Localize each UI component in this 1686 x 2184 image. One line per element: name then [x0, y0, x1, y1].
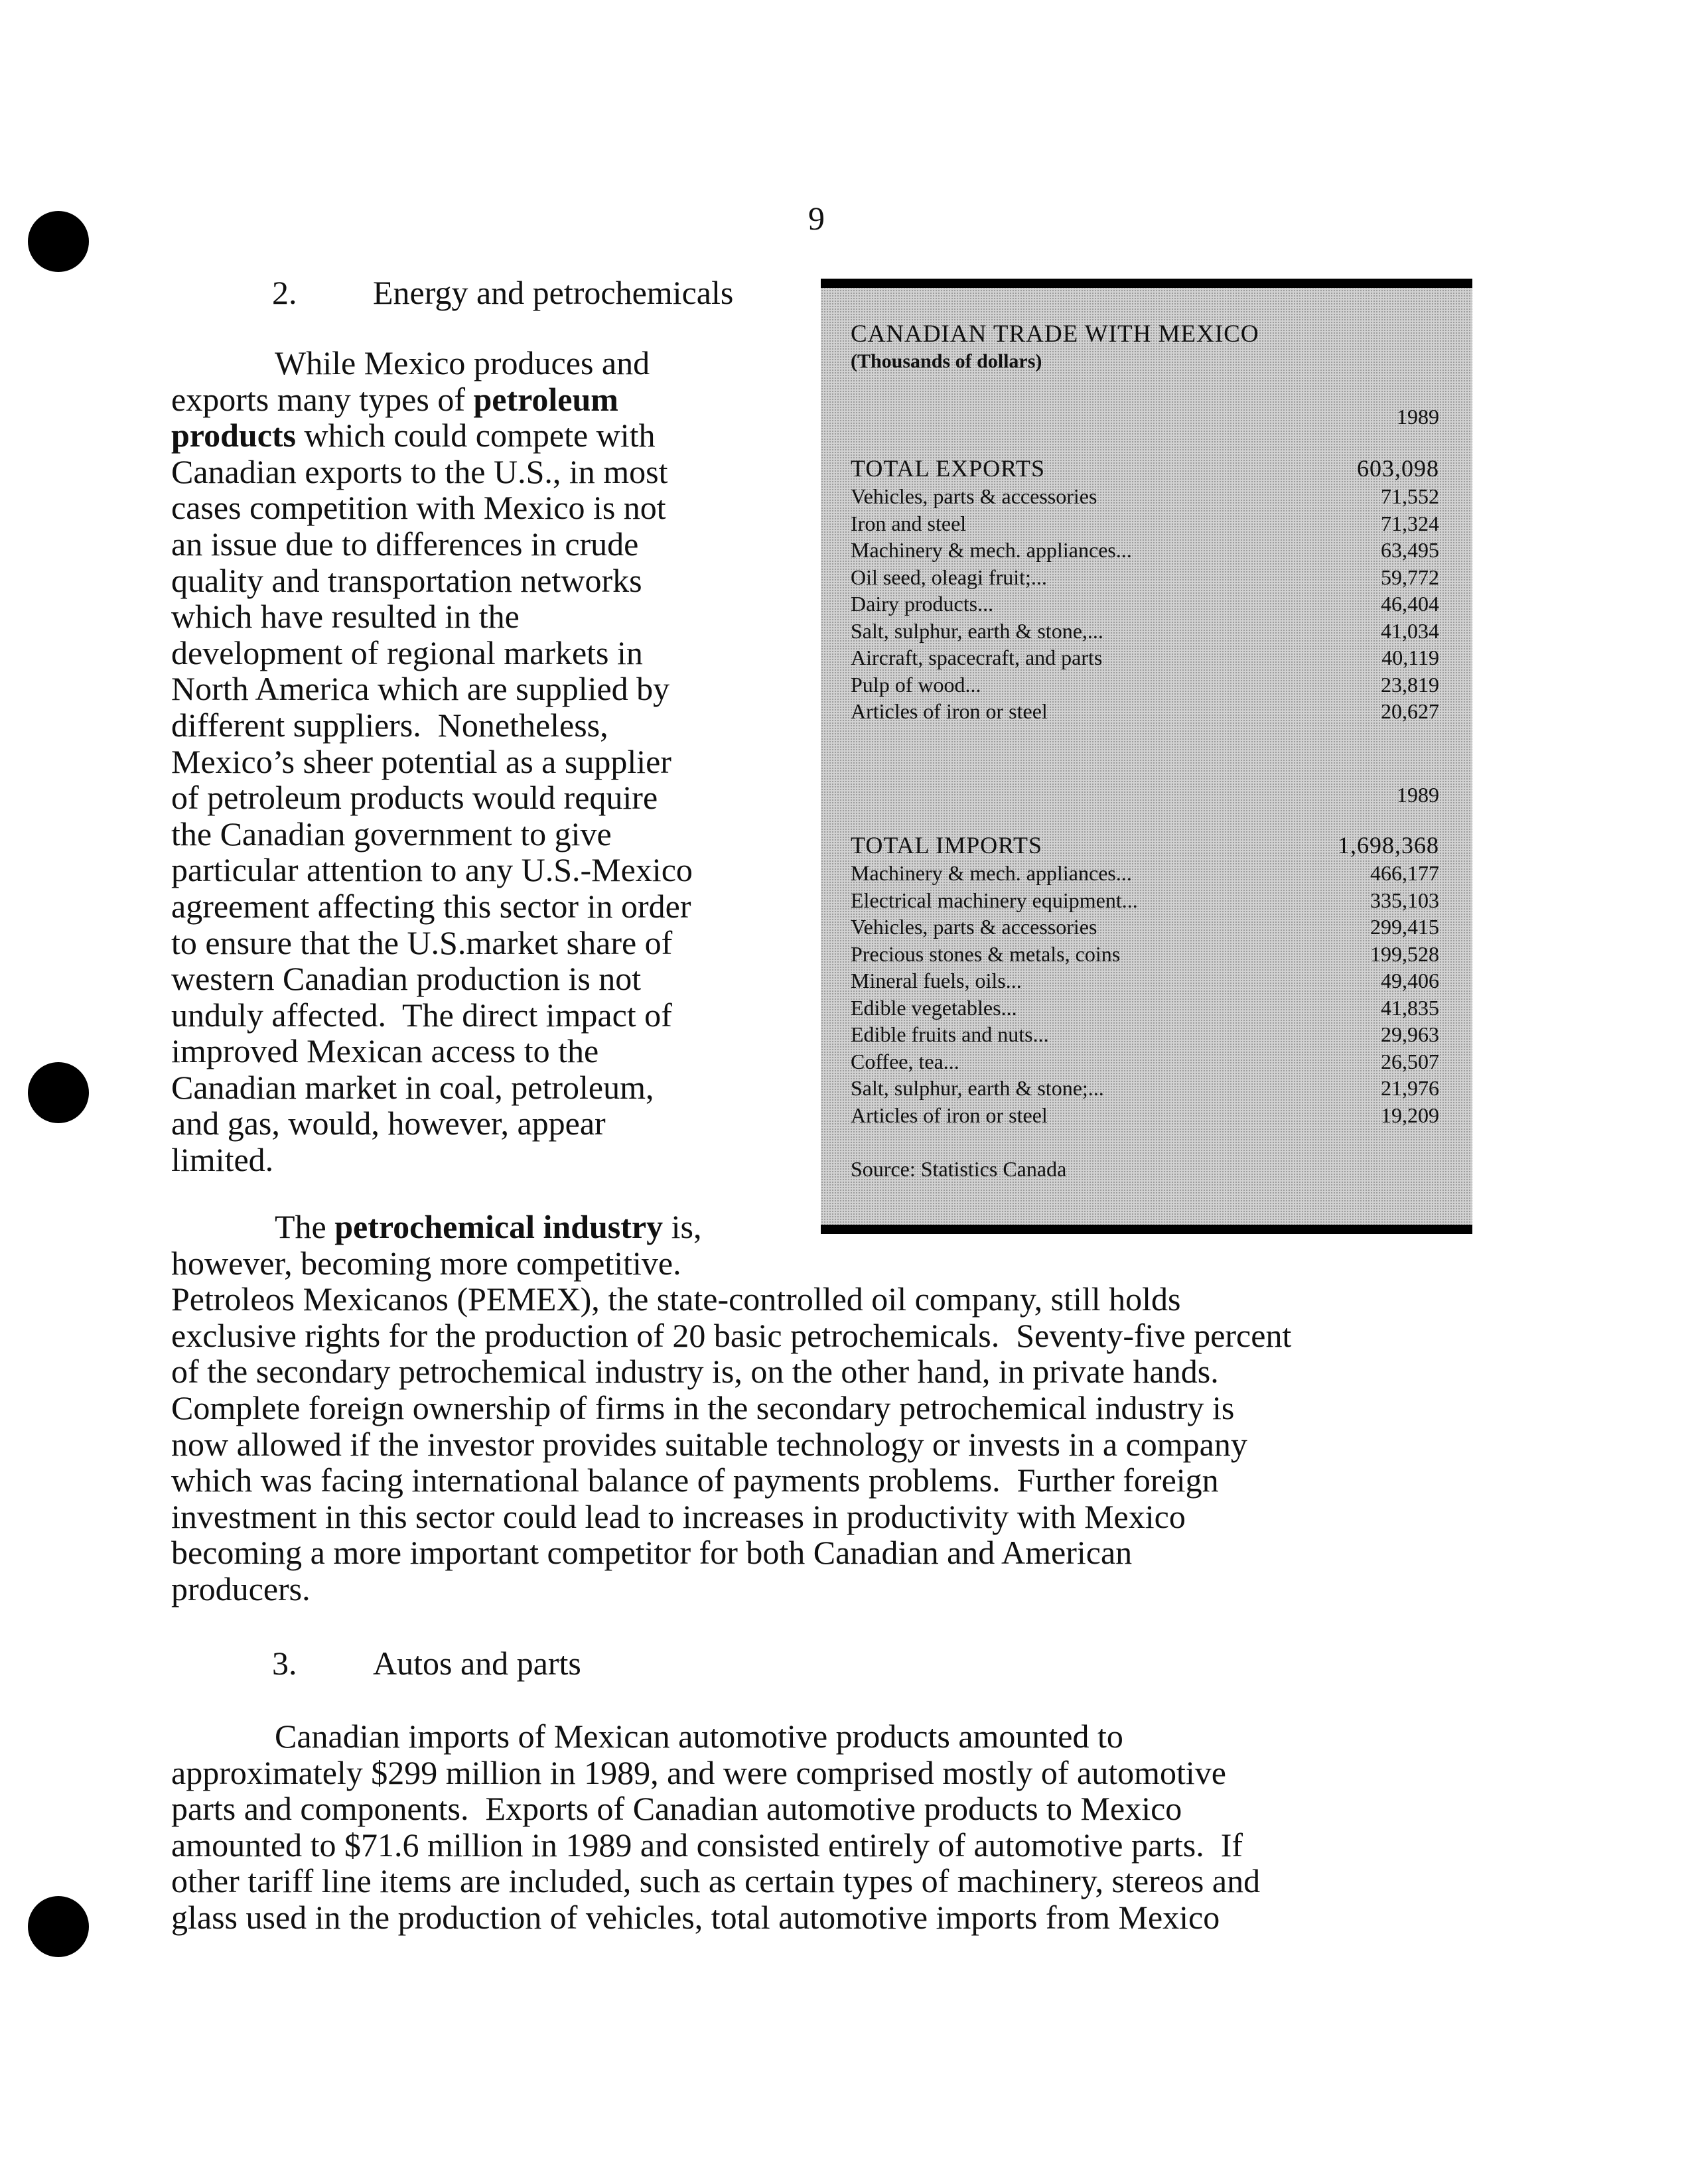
section-3-title: Autos and parts [373, 1645, 581, 1682]
sidebar-bottom-rule [821, 1225, 1472, 1234]
sidebar-top-rule [821, 279, 1472, 288]
exports-row-label: Vehicles, parts & accessories [851, 484, 1097, 508]
exports-row [851, 510, 1439, 537]
exports-row-value: 41,034 [1381, 618, 1439, 643]
page-number: 9 [808, 200, 825, 237]
imports-row-value: 19,209 [1381, 1103, 1439, 1127]
imports-row [851, 967, 1439, 994]
exports-row [851, 564, 1439, 591]
imports-row-value: 199,528 [1370, 941, 1439, 966]
imports-row [851, 1075, 1439, 1102]
imports-row-value: 49,406 [1381, 969, 1439, 992]
imports-row-value: 466,177 [1370, 861, 1439, 885]
imports-row-label: Electrical machinery equipment... [851, 888, 1138, 912]
section-2-number: 2. [272, 274, 297, 311]
exports-row-label: Articles of iron or steel [851, 699, 1048, 723]
imports-row [851, 887, 1439, 914]
imports-row [851, 941, 1439, 968]
exports-row [851, 537, 1439, 564]
section-2-paragraph-2 [171, 1209, 1492, 1607]
exports-row-value: 63,495 [1381, 538, 1439, 562]
imports-row-label: Edible vegetables... [851, 995, 1017, 1020]
imports-total-label: TOTAL IMPORTS [851, 832, 1042, 858]
exports-row-label: Salt, sulphur, earth & stone,... [851, 618, 1103, 643]
binder-hole-middle [28, 1062, 89, 1123]
bold-term: petrochemical industry [334, 1208, 664, 1245]
exports-row-value: 23,819 [1381, 672, 1439, 697]
imports-year: 1989 [1397, 783, 1439, 807]
exports-row-label: Machinery & mech. appliances... [851, 538, 1132, 562]
imports-row-value: 26,507 [1381, 1049, 1439, 1073]
imports-row-value: 299,415 [1370, 915, 1439, 939]
exports-row-label: Iron and steel [851, 511, 967, 535]
imports-row-label: Machinery & mech. appliances... [851, 861, 1132, 885]
exports-row [851, 590, 1439, 618]
exports-total-row [851, 454, 1439, 483]
imports-row-label: Articles of iron or steel [851, 1103, 1048, 1127]
section-3-paragraph-1 [171, 1718, 1492, 1936]
binder-hole-top [28, 211, 89, 272]
exports-total-value: 603,098 [1357, 455, 1439, 482]
exports-row-value: 46,404 [1381, 592, 1439, 616]
section-3-number: 3. [272, 1645, 297, 1682]
exports-row [851, 618, 1439, 645]
section-2-heading [272, 273, 733, 312]
imports-row [851, 860, 1439, 887]
exports-row [851, 644, 1439, 671]
imports-row-value: 29,963 [1381, 1022, 1439, 1046]
exports-row-label: Aircraft, spacecraft, and parts [851, 646, 1103, 669]
exports-table [851, 454, 1439, 725]
section-2-title: Energy and petrochemicals [373, 274, 734, 311]
exports-row-label: Oil seed, oleagi fruit;... [851, 565, 1047, 589]
imports-total-row [851, 831, 1439, 860]
imports-row-value: 335,103 [1370, 888, 1439, 912]
binder-hole-bottom [28, 1896, 89, 1957]
exports-year: 1989 [1397, 405, 1439, 429]
exports-row-value: 71,552 [1381, 484, 1439, 508]
imports-row-label: Vehicles, parts & accessories [851, 915, 1097, 939]
imports-row-label: Salt, sulphur, earth & stone;... [851, 1076, 1104, 1100]
text-run: which could compete with Canadian exports to the U.S., in most cases competition with Mexico is not an issue due to differences in crude quality and transportation networks which have resulted in the development of regional markets in North America which are supplied by different suppliers. Nonetheless, Mexico’s sheer potential as a supplier of petroleum products would require the Canadian government to give particular attention to any U.S.-Mexico agreement affecting this sector in order to ensure that the U.S.market share of western Canadian production is not unduly affected. The direct impact of improved Mexican access to the Canadian market in coal, petroleum, and gas, would, however, appear limited. [171, 417, 693, 1179]
text-run: While Mexico produces and exports many types of [171, 344, 650, 418]
imports-row [851, 994, 1439, 1022]
exports-row [851, 698, 1439, 725]
text-run: The [275, 1208, 335, 1245]
exports-row-value: 59,772 [1381, 565, 1439, 589]
exports-row-label: Dairy products... [851, 592, 994, 616]
section-2-paragraph-1 [171, 345, 808, 1178]
imports-row-value: 41,835 [1381, 995, 1439, 1020]
imports-row-label: Mineral fuels, oils... [851, 969, 1022, 992]
sidebar-source: Source: Statistics Canada [851, 1157, 1067, 1181]
exports-row-label: Pulp of wood... [851, 672, 981, 697]
sidebar-subtitle: (Thousands of dollars) [851, 350, 1042, 372]
imports-row [851, 914, 1439, 941]
section-3-heading [272, 1644, 581, 1682]
bold-term: petroleum products [171, 380, 618, 454]
text-run: is, however, becoming more competitive. Petroleos Mexicanos (PEMEX), the state-controlled oil company, still holds exclusive rights for the production of 20 basic petrochemicals. Seventy-five percent of the secondary petrochemical industry is, on the other hand, in private hands. Complete foreign ownership of firms in the secondary petrochemical industry is now allowed if the investor provides suitable technology or invests in a company which was facing international balance of payments problems. Further foreign investment in this sector could lead to increases in productivity with Mexico becoming a more important competitor for both Canadian and American producers. [171, 1208, 1292, 1607]
imports-row-label: Edible fruits and nuts... [851, 1022, 1049, 1046]
imports-row [851, 1102, 1439, 1129]
exports-total-label: TOTAL EXPORTS [851, 455, 1045, 482]
imports-row [851, 1048, 1439, 1075]
imports-row-value: 21,976 [1381, 1076, 1439, 1100]
exports-row-value: 40,119 [1381, 646, 1439, 669]
exports-row [851, 671, 1439, 699]
trade-sidebar [821, 279, 1472, 1234]
sidebar-title: CANADIAN TRADE WITH MEXICO [851, 320, 1259, 348]
exports-row-value: 71,324 [1381, 511, 1439, 535]
imports-row-label: Coffee, tea... [851, 1049, 959, 1073]
imports-total-value: 1,698,368 [1338, 832, 1439, 858]
imports-row-label: Precious stones & metals, coins [851, 941, 1121, 966]
imports-table [851, 831, 1439, 1128]
text-run: Canadian imports of Mexican automotive products amounted to approximately $299 million in 1989, and were comprised mostly of automotive parts and components. Exports of Canadian automotive products to Mexico amounted to $71.6 million in 1989 and consisted entirely of automotive parts. If other tariff line items are included, such as certain types of machinery, stereos and glass used in the production of vehicles, total automotive imports from Mexico [171, 1718, 1261, 1936]
exports-row-value: 20,627 [1381, 699, 1439, 723]
exports-row [851, 483, 1439, 510]
imports-row [851, 1021, 1439, 1048]
